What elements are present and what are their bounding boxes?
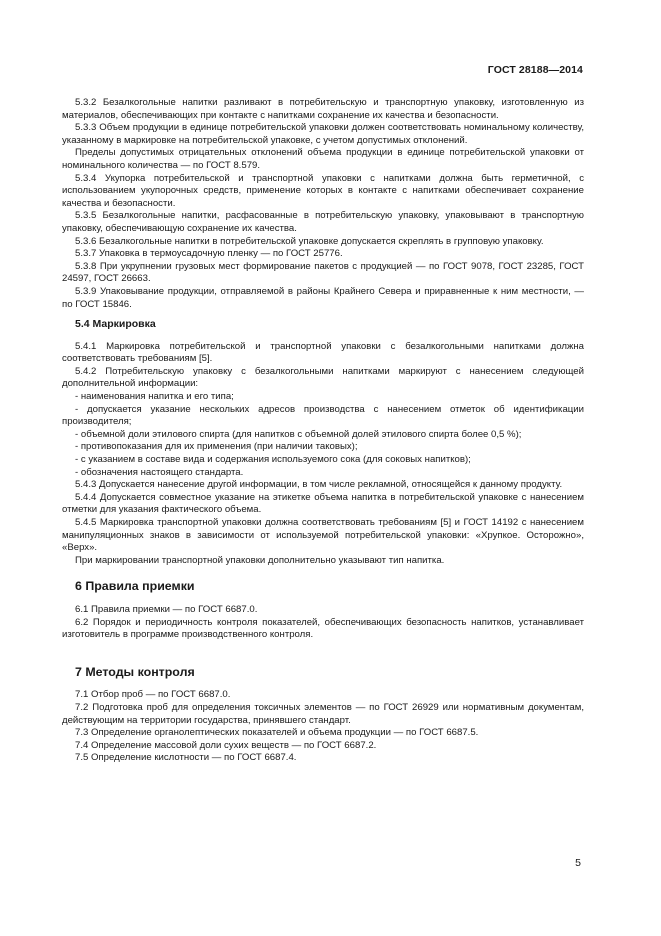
paragraph: 7.1 Отбор проб — по ГОСТ 6687.0. — [75, 689, 231, 701]
paragraph: 6.1 Правила приемки — по ГОСТ 6687.0. — [75, 603, 258, 615]
paragraph: 5.4.1 Маркировка потребительской и транспортной упаковки с безалкогольными напитками должна соответствовать требованиям [5]. — [62, 340, 584, 365]
paragraph: При маркировании транспортной упаковки дополнительно указывают тип напитка. — [75, 554, 445, 566]
paragraph: 6.2 Порядок и периодичность контроля показателей, обеспечивающих безопасность напитков, устанавливает изготовитель в программе производственного контроля. — [62, 616, 584, 641]
paragraph: 5.3.8 При укрупнении грузовых мест формирование пакетов с продукцией — по ГОСТ 9078, ГОСТ 23285, ГОСТ 24597, ГОСТ 26663. — [62, 260, 584, 285]
paragraph: 5.4.4 Допускается совместное указание на этикетке объема напитка в потребительской упаковке с нанесением отметки для указания фактического объема. — [62, 491, 584, 516]
paragraph: 5.3.2 Безалкогольные напитки разливают в потребительскую и транспортную упаковку, изготовленную из материалов, обеспечивающих при контакте с напитками сохранение их качества и безопасности. — [62, 97, 584, 121]
list-item: - допускается указание нескольких адресов производства с нанесением отметок об идентификации производителя; — [62, 403, 584, 428]
paragraph: 7.5 Определение кислотности — по ГОСТ 6687.4. — [75, 752, 297, 764]
paragraph: 5.3.9 Упаковывание продукции, отправляемой в районы Крайнего Севера и приравненные к ним местности, — по ГОСТ 15846. — [62, 285, 584, 310]
paragraph: 7.3 Определение органолептических показателей и объема продукции — по ГОСТ 6687.5. — [75, 727, 479, 739]
paragraph: 5.3.7 Упаковка в термоусадочную пленку — по ГОСТ 25776. — [75, 248, 343, 260]
paragraph: 5.4.2 Потребительскую упаковку с безалкогольными напитками маркируют с нанесением следующей дополнительной информации: — [62, 365, 584, 390]
document-code: ГОСТ 28188—2014 — [487, 64, 583, 76]
list-item: - объемной доли этилового спирта (для напитков с объемной долей этилового спирта более 0,5 %); — [75, 428, 522, 440]
paragraph: 5.3.4 Укупорка потребительской и транспортной упаковки с напитками должна быть герметичной, с использованием укупорочных средств, применение которых в контакте с напитками обеспечивает сохранение качества и безопасности. — [62, 172, 584, 209]
paragraph: 5.3.5 Безалкогольные напитки, расфасованные в потребительскую упаковку, упаковывают в транспортную упаковку, обеспечивающую сохранение их качества. — [62, 210, 584, 234]
section-title-acceptance: 6 Правила приемки — [75, 579, 195, 594]
page-content — [62, 97, 584, 765]
list-item: - с указанием в составе вида и содержания используемого сока (для соковых напитков); — [75, 454, 471, 466]
paragraph: 7.4 Определение массовой доли сухих веществ — по ГОСТ 6687.2. — [75, 739, 377, 751]
paragraph: 7.2 Подготовка проб для определения токсичных элементов — по ГОСТ 26929 или нормативным документам, действующим на территории государства, принявшего стандарт. — [62, 701, 584, 726]
list-item: - противопоказания для их применения (при наличии таковых); — [75, 441, 358, 453]
list-item: - обозначения настоящего стандарта. — [75, 466, 244, 478]
paragraph: 5.4.3 Допускается нанесение другой информации, в том числе рекламной, относящейся к данному продукту. — [75, 479, 563, 491]
paragraph: 5.3.6 Безалкогольные напитки в потребительской упаковке допускается скреплять в групповую упаковку. — [75, 235, 544, 247]
paragraph: 5.4.5 Маркировка транспортной упаковки должна соответствовать требованиям [5] и ГОСТ 14192 с нанесением манипуляционных знаков в зависимости от используемой потребительской упаковки: «Хрупкое. Осторожно», «Верх». — [62, 517, 584, 554]
subsection-title-marking: 5.4 Маркировка — [75, 318, 156, 331]
paragraph: Пределы допустимых отрицательных отклонений объема продукции в единице потребительской упаковки от номинального количества — по ГОСТ 8.579. — [62, 147, 584, 171]
section-title-methods: 7 Методы контроля — [75, 664, 195, 679]
paragraph: 5.3.3 Объем продукции в единице потребительской упаковки должен соответствовать номинальному количеству, указанному в маркировке на потребительской упаковке, с учетом допустимых отклонений. — [62, 122, 584, 146]
list-item: - наименования напитка и его типа; — [75, 391, 234, 403]
page-number: 5 — [575, 857, 581, 869]
